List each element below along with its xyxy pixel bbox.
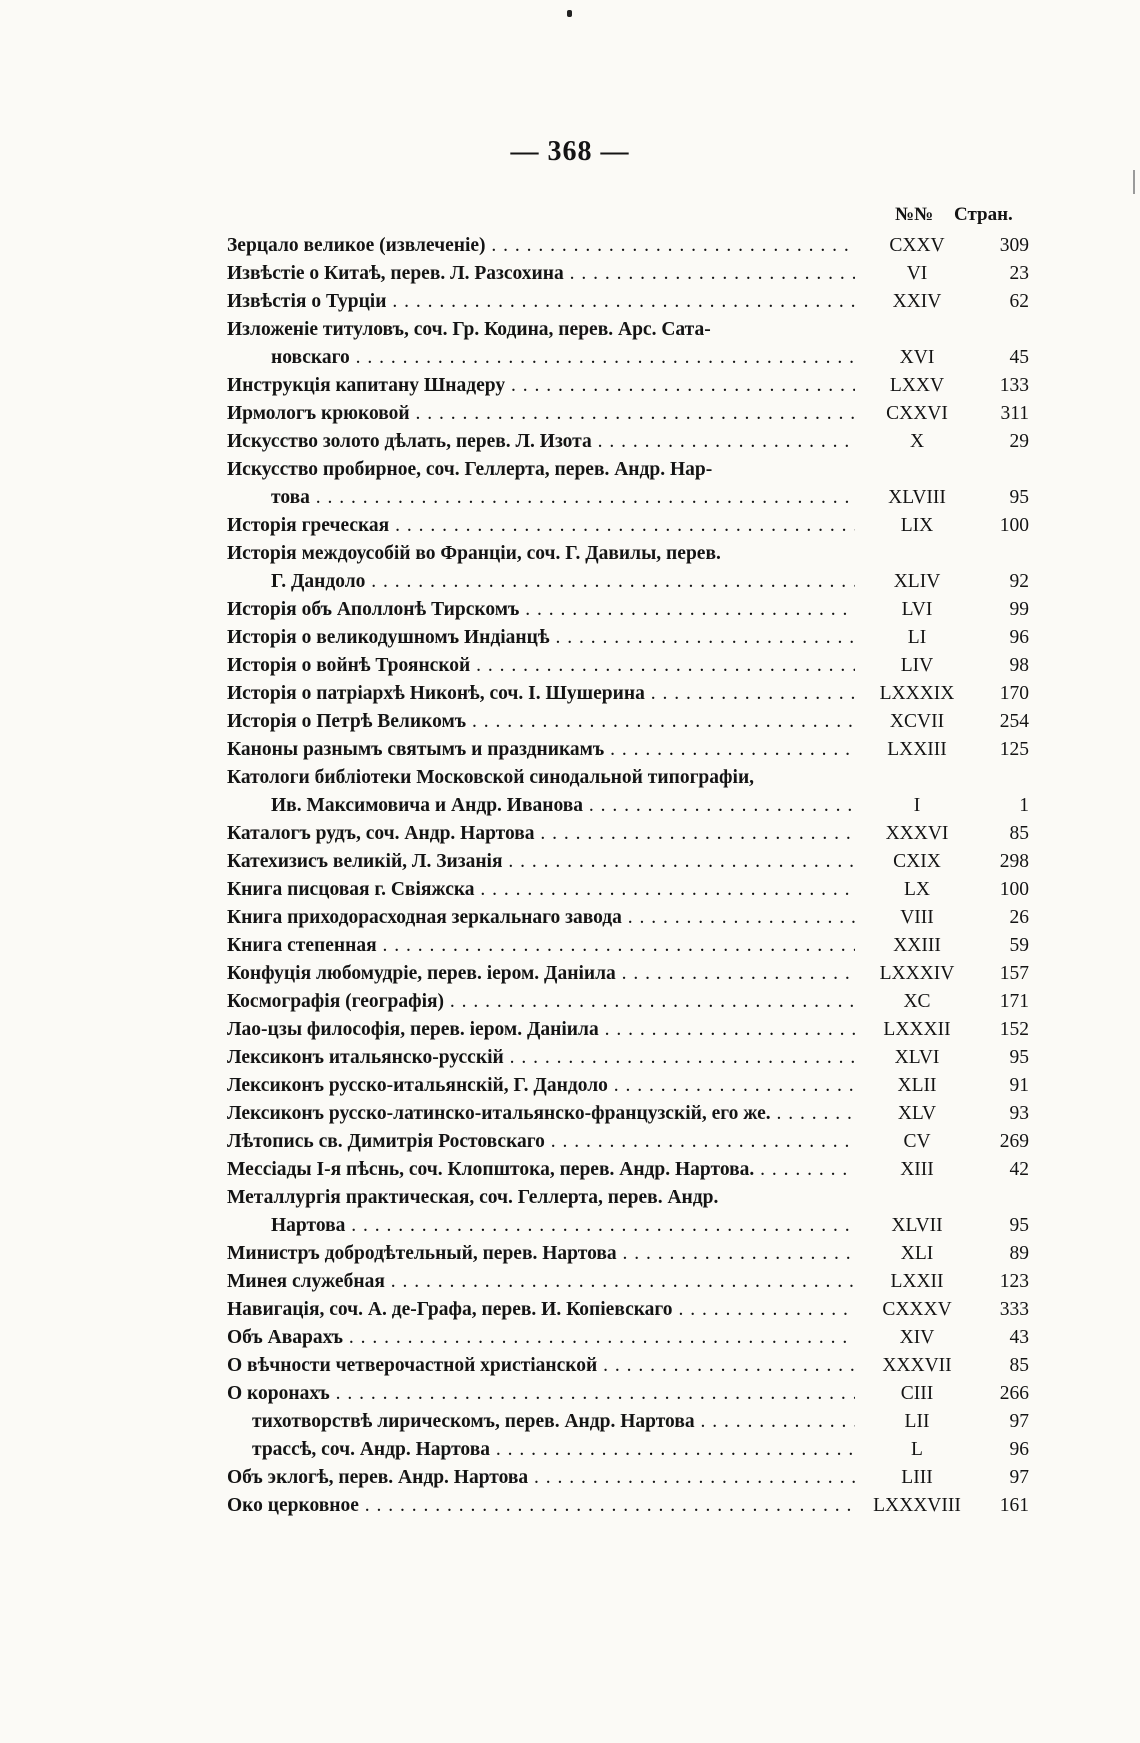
index-entry bbox=[227, 932, 1038, 960]
index-entry bbox=[227, 820, 1038, 848]
entry-page: 85 bbox=[1009, 1355, 1029, 1376]
entry-page: 89 bbox=[1009, 1243, 1029, 1264]
entry-number: CXXXV bbox=[882, 1299, 952, 1320]
index-entry bbox=[227, 512, 1038, 540]
entry-title-text: Книга степенная bbox=[227, 935, 377, 956]
entry-number: LXXXVIII bbox=[873, 1495, 961, 1516]
entry-page: 85 bbox=[1009, 823, 1029, 844]
entry-title bbox=[227, 1352, 855, 1380]
entry-title bbox=[227, 1464, 855, 1492]
entry-page: 98 bbox=[1009, 655, 1029, 676]
entry-number: L bbox=[911, 1439, 923, 1460]
entry-number: VI bbox=[906, 263, 928, 284]
entry-number: LI bbox=[907, 627, 927, 648]
entry-title-text: Книга приходорасходная зеркальнаго завода bbox=[227, 907, 622, 928]
entry-title-text: трассѣ, соч. Андр. Нартова bbox=[252, 1439, 490, 1460]
entry-title bbox=[227, 904, 855, 932]
index-entry bbox=[227, 736, 1038, 764]
entry-title-text: Исторія греческая bbox=[227, 515, 390, 536]
entry-title-text: Ив. Максимовича и Андр. Иванова bbox=[271, 795, 584, 816]
index-entry bbox=[227, 848, 1038, 876]
entry-number: XLVIII bbox=[888, 487, 946, 508]
entry-title bbox=[271, 792, 855, 820]
entry-number: XLI bbox=[900, 1243, 934, 1264]
entry-title-text: Искусство золото дѣлать, перев. Л. Изота bbox=[227, 431, 592, 452]
index-entry bbox=[227, 708, 1038, 736]
entry-page: 152 bbox=[999, 1019, 1029, 1040]
entry-page: 100 bbox=[999, 879, 1029, 900]
index-entry bbox=[227, 652, 1038, 680]
entry-page: 42 bbox=[1009, 1159, 1029, 1180]
entry-title-text: Лѣтопись св. Димитрія Ростовскаго bbox=[227, 1131, 545, 1152]
entry-number: XXXVII bbox=[882, 1355, 952, 1376]
index-entry bbox=[227, 764, 1038, 792]
entry-page: 125 bbox=[999, 739, 1029, 760]
entry-title-text: Искусство пробирное, соч. Геллерта, перев. Андр. Нар- bbox=[227, 459, 713, 480]
entry-title-text: Нартова bbox=[271, 1215, 346, 1236]
entry-title bbox=[227, 652, 855, 680]
entry-number: LX bbox=[904, 879, 930, 900]
entry-title bbox=[227, 232, 855, 260]
entry-page: 96 bbox=[1009, 627, 1029, 648]
index-entry bbox=[227, 1492, 1038, 1520]
entry-title-text: Катехизисъ великій, Л. Зизанія bbox=[227, 851, 503, 872]
index-entry bbox=[227, 624, 1038, 652]
entry-page: 298 bbox=[999, 851, 1029, 872]
entry-title bbox=[227, 1100, 855, 1128]
entry-title-text: Книга писцовая г. Свіяжска bbox=[227, 879, 475, 900]
entry-title-text: Изложеніе титуловъ, соч. Гр. Кодина, перев. Арс. Сата- bbox=[227, 319, 711, 340]
entry-title bbox=[227, 764, 855, 792]
entry-number: XCVII bbox=[889, 711, 945, 732]
entry-page: 23 bbox=[1009, 263, 1029, 284]
index-entry bbox=[227, 1044, 1038, 1072]
entry-number: XLV bbox=[897, 1103, 937, 1124]
entry-number: LIV bbox=[900, 655, 934, 676]
entry-title bbox=[227, 456, 855, 484]
index-entry bbox=[227, 1016, 1038, 1044]
entry-title-text: Каталогъ рудъ, соч. Андр. Нартова bbox=[227, 823, 535, 844]
entry-title-text: Лексиконъ итальянско-русскій bbox=[227, 1047, 504, 1068]
index-entry bbox=[227, 288, 1038, 316]
entry-number: LXXXIV bbox=[879, 963, 955, 984]
entry-page: 97 bbox=[1009, 1411, 1029, 1432]
entry-page: 269 bbox=[999, 1131, 1029, 1152]
entry-page: 59 bbox=[1009, 935, 1029, 956]
ink-speck bbox=[567, 10, 572, 17]
entry-title-text: О коронахъ bbox=[227, 1383, 330, 1404]
entry-title bbox=[227, 1044, 855, 1072]
entry-number: LVI bbox=[901, 599, 933, 620]
entry-title bbox=[227, 1156, 855, 1184]
entry-number: XXIV bbox=[892, 291, 942, 312]
entry-title bbox=[227, 1240, 855, 1268]
entry-title bbox=[227, 428, 855, 456]
index-entry bbox=[227, 1408, 1038, 1436]
entry-number: CV bbox=[903, 1131, 931, 1152]
index-entry bbox=[227, 344, 1038, 372]
entry-page: 123 bbox=[999, 1271, 1029, 1292]
entry-title bbox=[227, 680, 855, 708]
entry-title-text: Извѣстія о Турціи bbox=[227, 291, 387, 312]
entry-title-text: новскаго bbox=[271, 347, 350, 368]
column-header-number: №№ bbox=[895, 204, 934, 225]
index-entry bbox=[227, 568, 1038, 596]
index-list bbox=[227, 232, 1038, 1520]
index-entry bbox=[227, 1184, 1038, 1212]
entry-title bbox=[227, 1128, 855, 1156]
entry-number: XLII bbox=[897, 1075, 937, 1096]
index-entry bbox=[227, 372, 1038, 400]
index-entry bbox=[227, 680, 1038, 708]
entry-title bbox=[227, 596, 855, 624]
entry-title bbox=[227, 1268, 855, 1296]
entry-number: XIII bbox=[900, 1159, 934, 1180]
margin-mark bbox=[1133, 170, 1135, 194]
entry-title bbox=[252, 1408, 855, 1436]
entry-title bbox=[227, 540, 855, 568]
entry-number: VIII bbox=[900, 907, 934, 928]
entry-page: 95 bbox=[1009, 1215, 1029, 1236]
entry-number: XC bbox=[903, 991, 931, 1012]
entry-number: XIV bbox=[899, 1327, 935, 1348]
entry-title-text: Исторія о патріархѣ Никонѣ, соч. І. Шушерина bbox=[227, 683, 645, 704]
entry-number: XXIII bbox=[893, 935, 941, 956]
entry-title-text: Минея служебная bbox=[227, 1271, 385, 1292]
entry-page: 333 bbox=[999, 1299, 1029, 1320]
entry-number: XLIV bbox=[893, 571, 941, 592]
index-entry bbox=[227, 428, 1038, 456]
entry-number: CXXV bbox=[889, 235, 945, 256]
entry-page: 100 bbox=[999, 515, 1029, 536]
entry-title-text: Мессіады І-я пѣснь, соч. Клопштока, перев. Андр. Нартова. bbox=[227, 1159, 755, 1180]
entry-title bbox=[271, 568, 855, 596]
index-entry bbox=[227, 316, 1038, 344]
entry-number: LXXIII bbox=[887, 739, 947, 760]
entry-page: 309 bbox=[999, 235, 1029, 256]
entry-number: CIII bbox=[900, 1383, 934, 1404]
entry-number: LXXXIX bbox=[879, 683, 955, 704]
entry-number: XLVII bbox=[891, 1215, 943, 1236]
entry-title bbox=[227, 848, 855, 876]
entry-title-text: Извѣстіе о Китаѣ, перев. Л. Разсохина bbox=[227, 263, 564, 284]
entry-title bbox=[227, 820, 855, 848]
entry-number: LXXXII bbox=[883, 1019, 951, 1040]
entry-number: LIX bbox=[900, 515, 934, 536]
index-entry bbox=[227, 960, 1038, 988]
entry-title-text: Навигація, соч. А. де-Графа, перев. И. Копіевскаго bbox=[227, 1299, 673, 1320]
entry-page: 99 bbox=[1009, 599, 1029, 620]
entry-title bbox=[227, 1324, 855, 1352]
index-entry bbox=[227, 1268, 1038, 1296]
index-entry bbox=[227, 1324, 1038, 1352]
index-entry bbox=[227, 540, 1038, 568]
entry-title-text: Исторія объ Аполлонѣ Тирскомъ bbox=[227, 599, 520, 620]
entry-number: LXXV bbox=[889, 375, 945, 396]
entry-title-text: Каноны разнымъ святымъ и праздникамъ bbox=[227, 739, 605, 760]
entry-title-text: Око церковное bbox=[227, 1495, 359, 1516]
column-headers bbox=[860, 204, 1038, 228]
entry-page: 161 bbox=[999, 1495, 1029, 1516]
entry-number: CXXVI bbox=[886, 403, 948, 424]
entry-page: 93 bbox=[1009, 1103, 1029, 1124]
entry-number: XXXVI bbox=[885, 823, 949, 844]
entry-page: 171 bbox=[999, 991, 1029, 1012]
entry-title bbox=[227, 1016, 855, 1044]
entry-page: 311 bbox=[1000, 403, 1029, 424]
entry-title-text: Исторія о войнѣ Троянской bbox=[227, 655, 471, 676]
entry-title-text: Лексиконъ русско-итальянскій, Г. Дандоло bbox=[227, 1075, 608, 1096]
entry-title bbox=[271, 484, 855, 512]
entry-title-text: Лексиконъ русско-латинско-итальянско-французскій, его же. bbox=[227, 1103, 771, 1124]
entry-title bbox=[227, 1380, 855, 1408]
index-entry bbox=[227, 1100, 1038, 1128]
index-entry bbox=[227, 596, 1038, 624]
entry-number: I bbox=[913, 795, 921, 816]
entry-title bbox=[271, 344, 855, 372]
entry-title bbox=[227, 1184, 855, 1212]
entry-number: CXIX bbox=[893, 851, 941, 872]
entry-title-text: Инструкція капитану Шнадеру bbox=[227, 375, 506, 396]
entry-title bbox=[227, 876, 855, 904]
entry-title bbox=[227, 316, 855, 344]
index-entry bbox=[227, 904, 1038, 932]
index-entry bbox=[227, 792, 1038, 820]
entry-page: 91 bbox=[1009, 1075, 1029, 1096]
entry-title-text: Металлургія практическая, соч. Геллерта, перев. Андр. bbox=[227, 1187, 719, 1208]
index-entry bbox=[227, 400, 1038, 428]
entry-page: 254 bbox=[999, 711, 1029, 732]
entry-title-text: Исторія о великодушномъ Индіанцѣ bbox=[227, 627, 550, 648]
entry-page: 1 bbox=[1019, 795, 1029, 816]
entry-title-text: Конфуція любомудріе, перев. іером. Даніила bbox=[227, 963, 616, 984]
entry-page: 157 bbox=[999, 963, 1029, 984]
entry-title bbox=[227, 512, 855, 540]
entry-title-text: Ирмологъ крюковой bbox=[227, 403, 410, 424]
entry-title-text: това bbox=[271, 487, 310, 508]
index-entry bbox=[227, 1072, 1038, 1100]
index-entry bbox=[227, 232, 1038, 260]
entry-title bbox=[227, 708, 855, 736]
entry-title bbox=[271, 1212, 855, 1240]
index-entry bbox=[227, 1212, 1038, 1240]
entry-title bbox=[252, 1436, 855, 1464]
entry-number: XLVI bbox=[894, 1047, 940, 1068]
index-entry bbox=[227, 260, 1038, 288]
entry-title bbox=[227, 372, 855, 400]
entry-page: 170 bbox=[999, 683, 1029, 704]
entry-page: 43 bbox=[1009, 1327, 1029, 1348]
entry-title-text: Исторія междоусобій во Франціи, соч. Г. Давилы, перев. bbox=[227, 543, 721, 564]
entry-title bbox=[227, 1492, 855, 1520]
index-entry bbox=[227, 484, 1038, 512]
index-entry bbox=[227, 1380, 1038, 1408]
entry-number: LII bbox=[904, 1411, 930, 1432]
entry-title bbox=[227, 988, 855, 1016]
entry-page: 96 bbox=[1009, 1439, 1029, 1460]
column-header-page: Стран. bbox=[954, 204, 1013, 225]
entry-page: 95 bbox=[1009, 1047, 1029, 1068]
entry-number: XVI bbox=[899, 347, 935, 368]
entry-number: X bbox=[909, 431, 925, 452]
entry-title bbox=[227, 932, 855, 960]
entry-title-text: О вѣчности четверочастной христіанской bbox=[227, 1355, 598, 1376]
entry-title-text: Министръ добродѣтельный, перев. Нартова bbox=[227, 1243, 617, 1264]
index-entry bbox=[227, 1464, 1038, 1492]
entry-title-text: тихотворствѣ лирическомъ, перев. Андр. Нартова bbox=[252, 1411, 695, 1432]
entry-title bbox=[227, 288, 855, 316]
index-entry bbox=[227, 1128, 1038, 1156]
entry-number: LIII bbox=[901, 1467, 933, 1488]
entry-page: 133 bbox=[999, 375, 1029, 396]
entry-page: 62 bbox=[1009, 291, 1029, 312]
index-entry bbox=[227, 456, 1038, 484]
entry-title bbox=[227, 260, 855, 288]
page-number: — 368 — bbox=[510, 136, 630, 167]
entry-page: 26 bbox=[1009, 907, 1029, 928]
entry-title-text: Катологи библіотеки Московской синодальной типографіи, bbox=[227, 767, 755, 788]
entry-title-text: Лао-цзы философія, перев. іером. Даніила bbox=[227, 1019, 599, 1040]
entry-page: 266 bbox=[999, 1383, 1029, 1404]
entry-title-text: Объ эклогѣ, перев. Андр. Нартова bbox=[227, 1467, 529, 1488]
entry-title bbox=[227, 400, 855, 428]
index-entry bbox=[227, 1296, 1038, 1324]
entry-title bbox=[227, 1296, 855, 1324]
index-entry bbox=[227, 876, 1038, 904]
entry-title bbox=[227, 624, 855, 652]
entry-page: 45 bbox=[1009, 347, 1029, 368]
entry-title-text: Объ Аварахъ bbox=[227, 1327, 344, 1348]
entry-number: LXXII bbox=[890, 1271, 944, 1292]
entry-title-text: Исторія о Петрѣ Великомъ bbox=[227, 711, 467, 732]
entry-page: 92 bbox=[1009, 571, 1029, 592]
index-entry bbox=[227, 1156, 1038, 1184]
entry-title bbox=[227, 960, 855, 988]
entry-title bbox=[227, 736, 855, 764]
entry-page: 29 bbox=[1009, 431, 1029, 452]
entry-title-text: Г. Дандоло bbox=[271, 571, 366, 592]
entry-title bbox=[227, 1072, 855, 1100]
index-entry bbox=[227, 988, 1038, 1016]
entry-title-text: Зерцало великое (извлеченіе) bbox=[227, 235, 486, 256]
index-entry bbox=[227, 1240, 1038, 1268]
entry-page: 97 bbox=[1009, 1467, 1029, 1488]
entry-page: 95 bbox=[1009, 487, 1029, 508]
index-entry bbox=[227, 1436, 1038, 1464]
index-entry bbox=[227, 1352, 1038, 1380]
entry-title-text: Космографія (географія) bbox=[227, 991, 445, 1012]
